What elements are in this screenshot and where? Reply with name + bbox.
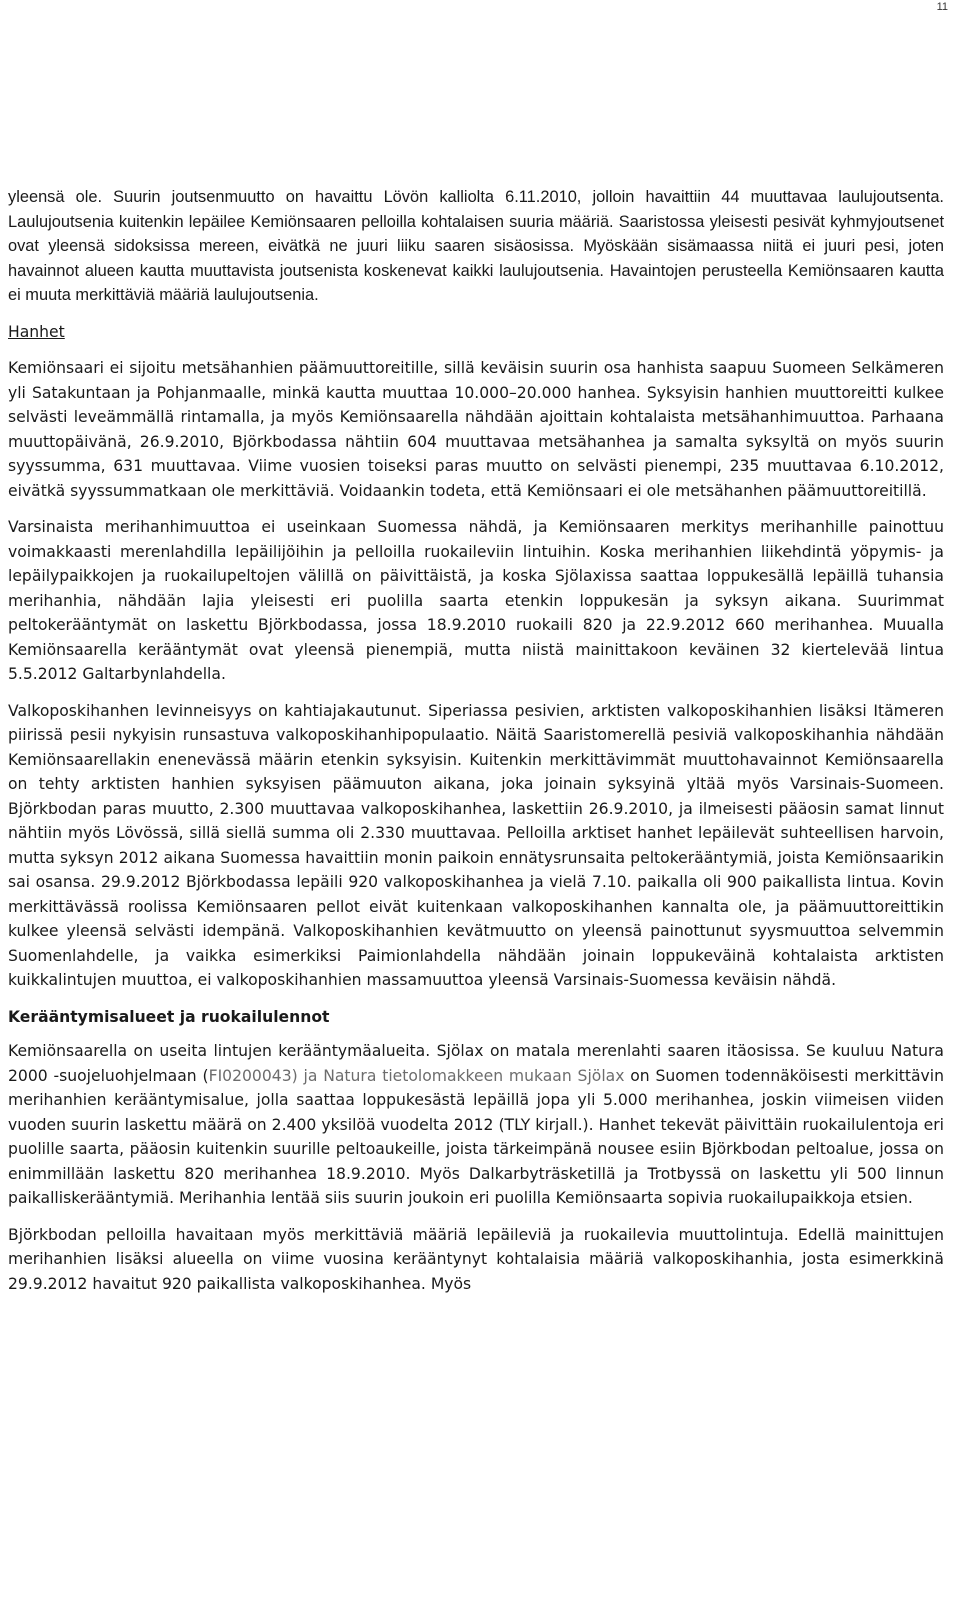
intro-text-1: yleensä ole. Suurin joutsenmuutto on havaittu Lövön kalliolta 6.11.2010, jolloin havaittiin 44 muuttavaa laulujoutsenta. Laulujoutsenia kuitenkin lepäilee Kemiönsaaren pelloilla kohtalaisen suuria määriä. Saaristossa yleisesti pesivät kyhmyjoutsenet ovat yleensä sidoksissa mereen, eivätkä ne juuri liiku saaren sisäosissa. [8,188,944,255]
hanhet-link[interactable]: Hanhet [8,322,65,341]
page-number: 11 [936,1,948,13]
hanhet-paragraph-3: Valkoposkihanhen levinneisyys on kahtiajakautunut. Siperiassa pesivien, arktisten valkoposkihanhien lisäksi Itämeren piirissä pesii nykyisin runsastuva valkoposkihanhipopulaatio. Näitä Saaristomerellä pesiviä valkoposkihanhia nähdään Kemiönsaarellakin enenevässä määrin etenkin syksyisin. Kuitenkin merkittävimmät muuttohavainnot Kemiönsaarella on tehty arktisten hanhien syksyisen päämuuton aikana, joka joinain syksyinä yltää myös Varsinais-Suomeen. Björkbodan paras muutto, 2.300 muuttavaa valkoposkihanhea, laskettiin 26.9.2010, ja ilmeisesti pääosin samat linnut nähtiin myös Lövössä, sillä siellä summa oli 2.330 muuttavaa. Pelloilla arktiset hanhet lepäilevät suhteellisen harvoin, mutta syksyn 2012 aikana Suomessa havaittiin monin paikoin ennätysrunsaita peltokerääntymiä, joista Kemiönsaarikin sai osansa. 29.9.2012 Björkbodassa lepäili 920 valkoposkihanhea ja vielä 7.10. paikalla oli 900 paikallista lintua. Kovin merkittävässä roolissa Kemiönsaaren pellot eivät kuitenkaan valkoposkihanhen kannalta ole, ja päämuuttoreittikin kulkee yleensä selvästi idempänä. Valkoposkihanhien kevätmuutto on yleensä painottunut syysmuuttoa selvemmin Suomenlahdelle, ja vaikka esimerkiksi Paimionlahdella nähdään joinain loppukeväinä kohtalaista arktisten kuikkalintujen muuttoa, ei valkoposkihanhien massamuuttoa yleensä Varsinais-Suomessa keväisin nähdä. [8,701,944,989]
intro-paragraph [8,185,944,308]
intro-text-3: Havaintojen perusteella Kemiönsaaren kautta ei muuta merkittäviä määriä laulujoutsenia. [8,261,944,304]
hanhet-paragraph-1: Kemiönsaari ei sijoitu metsähanhien päämuuttoreitille, sillä keväisin suurin osa hanhista saapuu Suomeen Selkämeren yli Satakuntaan ja Pohjanmaalle, minkä kautta muuttaa 10.000–20.000 hanhea. Syksyisin hanhien muuttoreitti kulkee selvästi leveämmällä rintamalla, ja myös Kemiönsaarella nähdään ajoittain kohtalaista metsähanhimuuttoa. Parhaana muuttopäivänä, 26.9.2010, Björkbodassa nähtiin 604 muuttavaa metsähanhea ja samalta syksyltä on myös suurin syyssumma, 631 muuttavaa. Viime vuosien toiseksi paras muutto on selvästi pienempi, 235 muuttavaa 6.10.2012, eivätkä syyssummatkaan ole merkittäviä. Voidaankin todeta, että Kemiönsaari ei ole metsähanhen päämuuttoreitillä. [8,359,944,500]
keraantymis-paragraph-2: Björkbodan pelloilla havaitaan myös merkittäviä määriä lepäileviä ja ruokailevia muuttolintuja. Edellä mainittujen merihanhien lisäksi alueella on viime vuosina kerääntynyt kohtalaisia määriä valkoposkihanhia, josta esimerkkinä 29.9.2012 havaitut 920 paikallista valkoposkihanhea. Myös [8,1225,944,1293]
keraantymis-paragraph-1 [8,1039,944,1211]
hanhet-paragraph-2: Varsinaista merihanhimuuttoa ei useinkaan Suomessa nähdä, ja Kemiönsaaren merkitys merihanhille painottuu voimakkaasti merenlahdilla lepäilijöihin ja pelloilla ruokaileviin lintuihin. Koska merihanhien liikehdintä yöpymis- ja lepäilypaikkojen ja ruokailupeltojen välillä on päivittäistä, ja koska Sjölaxissa saattaa loppukesällä lepäillä tuhansia merihanhia, nähdään lajia yleisesti eri puolilla saarta etenkin loppukesän ja syksyn aikana. Suurimmat peltokerääntymät on laskettu Björkbodassa, jossa 18.9.2010 ruokaili 820 ja 22.9.2012 660 merihanhea. Muualla Kemiönsaarella kerääntymät ovat yleensä pienempiä, mutta niistä mainittakoon keväinen 32 kiertelevää lintua 5.5.2012 Galtarbynlahdella. [8,518,944,683]
document-body [8,185,944,1308]
intro-text-2: Myöskään sisämaassa niitä ei juuri pesi, joten havainnot alueen kautta muuttavista joutsenista koskenevat kaikki laulujoutsenia. [8,237,944,280]
section-heading-keraantymisalueet: Kerääntymisalueet ja ruokailulennot [8,1007,330,1026]
natura-reference: FI0200043) ja Natura tietolomakkeen mukaan Sjölax [208,1066,625,1085]
keraantymis-text-b: on Suomen todennäköisesti merkittävin merihanhien kerääntymisalue, jolla saattaa loppukesästä lepäillä jopa yli 5.000 merihanhea, joskin viimeisen viiden vuoden suurin laskettu määrä on 2.400 yksilöä vuodelta 2012 (TLY kirjall.). Hanhet tekevät päivittäin ruokailulentoja eri puolille saarta, pääosin kuitenkin suurille peltoaukeille, joista tärkeimpänä nousee esiin Björkbodan peltoalue, jossa on enimmillään laskettu 820 merihanhea 18.9.2010. Myös Dalkarbyträsketillä ja Trotbyssä on laskettu yli 500 linnun paikalliskerääntymiä. Merihanhia lentää siis suurin joukoin eri puolilla Kemiönsaarta sopivia ruokailupaikkoja etsien. [8,1066,944,1207]
keraantymis-text-a: Kemiönsaarella on useita lintujen kerääntymäalueita. Sjölax on matala merenlahti saaren itäosissa. Se kuuluu Natura 2000 -suojeluohjelmaan ( [8,1042,944,1085]
